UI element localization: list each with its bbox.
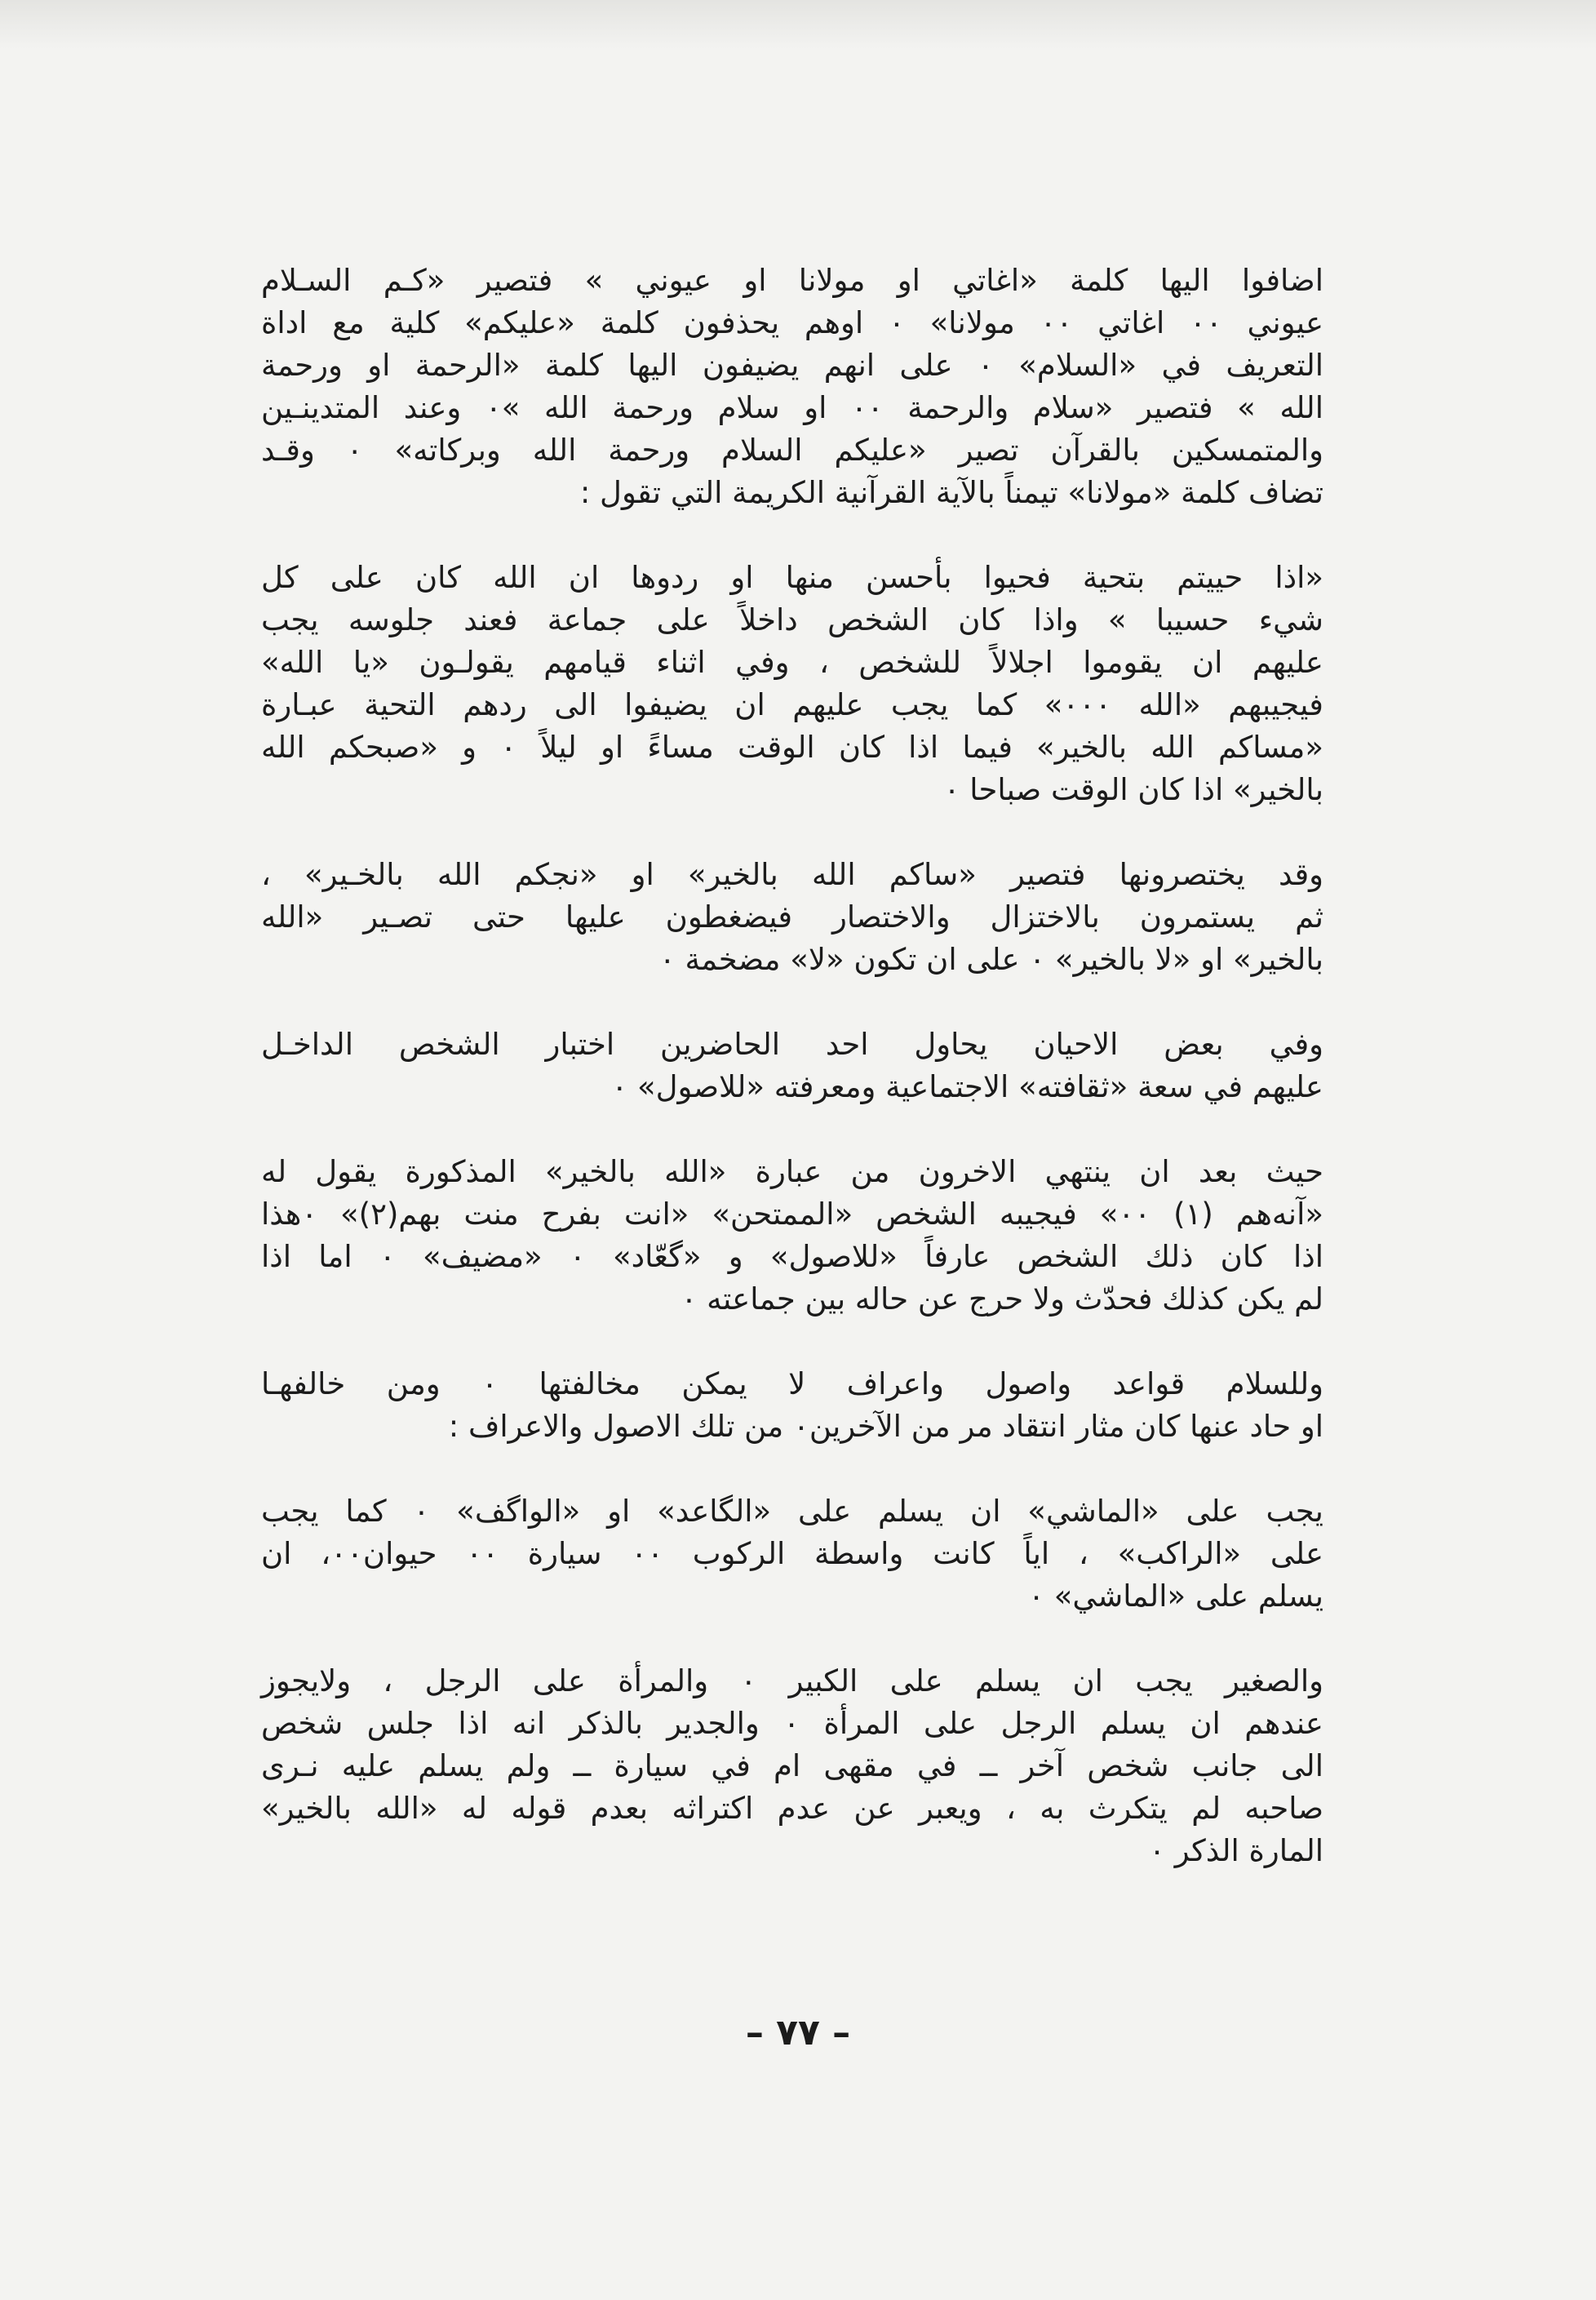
paragraph-7 <box>261 1490 1323 1618</box>
paragraph-2 <box>261 557 1323 811</box>
text-line: التعريف في «السلام» ٠ على انهم يضيفون اليها كلمة «الرحمة او ورحمة <box>261 348 1324 383</box>
text-line: المارة الذكر ٠ <box>1149 1833 1323 1868</box>
text-line: لم يكن كذلك فحدّث ولا حرج عن حاله بين جماعته ٠ <box>681 1281 1323 1317</box>
paragraph-8 <box>261 1660 1323 1872</box>
text-line: «مساكم الله بالخير» فيما اذا كان الوقت مساءً او ليلاً ٠ و «صبحكم الله <box>261 730 1323 765</box>
text-line: على «الراكب» ، اياً كانت واسطة الركوب ٠٠ سيارة ٠٠ حيوان٠٠، ان <box>261 1536 1324 1571</box>
text-line: ثم يستمرون بالاختزال والاختصار فيضغطون عليها حتى تصـير «الله <box>261 899 1323 935</box>
page-number: – ٧٧ – <box>745 2012 851 2054</box>
page-body <box>261 260 1323 1915</box>
text-line: عليهم في سعة «ثقافته» الاجتماعية ومعرفته «للاصول» ٠ <box>611 1069 1323 1104</box>
text-line: صاحبه لم يتكرث به ، ويعبر عن عدم اكتراثه بعدم قوله له «الله بالخير» <box>261 1791 1323 1826</box>
text-line: عندهم ان يسلم الرجل على المرأة ٠ والجدير بالذكر انه اذا جلس شخص <box>261 1706 1323 1741</box>
text-line: يجب على «الماشي» ان يسلم على «الگاعد» او «الواگف» ٠ كما يجب <box>261 1494 1323 1529</box>
paragraph-3 <box>261 854 1323 981</box>
paragraph-6 <box>261 1363 1323 1448</box>
text-line: الله » فتصير «سلام والرحمة ٠٠ او سلام ورحمة الله »٠ وعند المتدينـين <box>261 390 1323 425</box>
text-line: اضافوا اليها كلمة «اغاتي او مولانا او عيوني » فتصير «كـم السـلام <box>261 263 1323 298</box>
text-line: اذا كان ذلك الشخص عارفاً «للاصول» و «گعّاد» ٠ «مضيف» ٠ اما اذا <box>261 1239 1324 1274</box>
text-line: والصغير يجب ان يسلم على الكبير ٠ والمرأة على الرجل ، ولايجوز <box>261 1663 1323 1698</box>
paragraph-5 <box>261 1151 1323 1321</box>
text-line: عيوني ٠٠ اغاتي ٠٠ مولانا» ٠ اوهم يحذفون كلمة «عليكم» كلية مع اداة <box>261 305 1324 340</box>
text-line: «اذا حييتم بتحية فحيوا بأحسن منها او ردوها ان الله كان على كل <box>261 560 1323 595</box>
text-line: فيجيبهم «الله ٠٠٠» كما يجب عليهم ان يضيفوا الى ردهم التحية عبـارة <box>261 687 1323 722</box>
text-line: الى جانب شخص آخر ــ في مقهى ام في سيارة ــ ولم يسلم عليه نـرى <box>261 1748 1323 1783</box>
text-line: وللسلام قواعد واصول واعراف لا يمكن مخالفتها ٠ ومن خالفهـا <box>261 1366 1323 1401</box>
paragraph-4 <box>261 1023 1323 1108</box>
text-line: او حاد عنها كان مثار انتقاد مر من الآخرين٠ من تلك الاصول والاعراف : <box>448 1409 1323 1444</box>
text-line: يسلم على «الماشي» ٠ <box>1028 1578 1323 1614</box>
paragraph-1 <box>261 260 1323 514</box>
text-line: والمتمسكين بالقرآن تصير «عليكم السلام ورحمة الله وبركاته» ٠ وقـد <box>261 433 1323 468</box>
text-line: وقد يختصرونها فتصير «ساكم الله بالخير» او «نجكم الله بالخـير» ، <box>261 857 1323 892</box>
text-line: وفي بعض الاحيان يحاول احد الحاضرين اختبار الشخص الداخـل <box>261 1027 1323 1062</box>
text-line: بالخير» اذا كان الوقت صباحا ٠ <box>943 772 1323 807</box>
text-line: حيث بعد ان ينتهي الاخرون من عبارة «الله بالخير» المذكورة يقول له <box>261 1154 1323 1189</box>
text-line: تضاف كلمة «مولانا» تيمناً بالآية القرآنية الكريمة التي تقول : <box>579 475 1323 510</box>
text-line: بالخير» او «لا بالخير» ٠ على ان تكون «لا» مضخمة ٠ <box>658 942 1323 977</box>
text-line: شيء حسيبا » واذا كان الشخص داخلاً على جماعة فعند جلوسه يجب <box>261 602 1323 637</box>
text-line: عليهم ان يقوموا اجلالاً للشخص ، وفي اثناء قيامهم يقولـون «يا الله» <box>261 645 1323 680</box>
scan-edge-shadow <box>0 0 1596 49</box>
text-line: «آنه‌هم (١) ٠٠» فيجيبه الشخص «الممتحن» «انت بفرح منت بهم(٢)» ٠هذا <box>261 1197 1323 1232</box>
